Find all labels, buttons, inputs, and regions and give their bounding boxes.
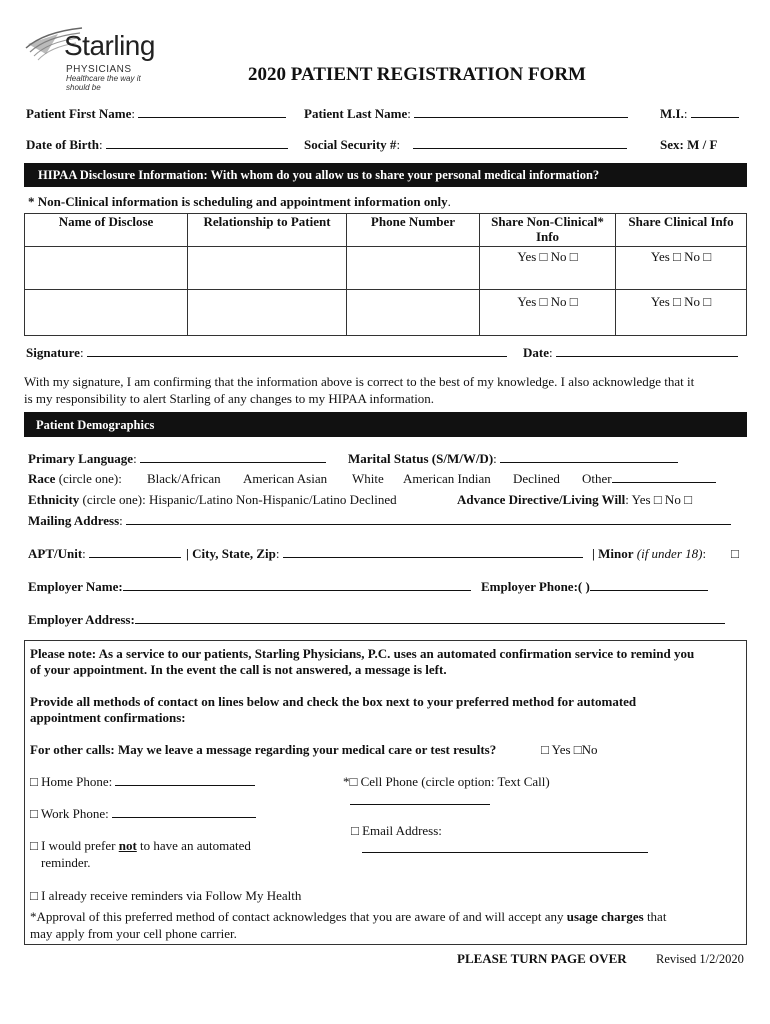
race-option-declined[interactable]: Declined xyxy=(513,471,560,486)
disclose-name-cell[interactable] xyxy=(25,290,188,336)
relationship-cell[interactable] xyxy=(188,247,347,290)
col-header-phone: Phone Number xyxy=(370,214,456,229)
approval-note: *Approval of this preferred method of contact acknowledges that you are aware of and will accept any usage charges that xyxy=(30,909,667,924)
mi-field[interactable]: M.I.: xyxy=(660,106,739,122)
col-header-nonclinical: Share Non-Clinical* Info xyxy=(491,214,604,244)
table-header-row xyxy=(25,214,747,247)
disclosure-table xyxy=(24,213,747,336)
cell-phone-line[interactable] xyxy=(350,793,490,809)
primary-language-label: Primary Language xyxy=(28,451,134,466)
email-line[interactable] xyxy=(362,841,648,857)
sex-label: Sex: M / F xyxy=(660,137,718,152)
race-option-other[interactable]: Other xyxy=(582,471,716,487)
city-state-zip-label: | City, State, Zip xyxy=(186,546,276,561)
dob-field[interactable]: Date of Birth: xyxy=(26,137,288,153)
turn-page-over: PLEASE TURN PAGE OVER xyxy=(457,951,627,966)
race-option-american-indian[interactable]: American Indian xyxy=(403,471,491,486)
confirm-text: With my signature, I am confirming that the information above is correct to the best of my knowledge. I also acknowledge that it xyxy=(24,374,695,389)
demographics-bar xyxy=(24,412,747,437)
hipaa-bar-text: HIPAA Disclosure Information: With whom do you allow us to share your personal medical information? xyxy=(38,168,600,182)
employer-name-label: Employer Name: xyxy=(28,579,123,594)
disclose-name-cell[interactable] xyxy=(25,247,188,290)
nonclinical-choice-cell[interactable]: Yes □ No □ xyxy=(480,247,616,290)
logo-subtitle: PHYSICIANS xyxy=(66,64,132,75)
signature-label: Signature xyxy=(26,345,80,360)
note-paragraph-2: Provide all methods of contact on lines below and check the box next to your preferred method for automated xyxy=(30,694,637,709)
minor-checkbox[interactable]: □ xyxy=(731,546,739,561)
note-paragraph-1: Please note: As a service to our patients, Starling Physicians, P.C. uses an automated confirmation service to remind you xyxy=(30,646,695,661)
marital-status-label: Marital Status (S/M/W/D) xyxy=(348,451,494,466)
mi-label: M.I. xyxy=(660,106,684,121)
hipaa-bar xyxy=(24,163,747,187)
home-phone-field[interactable]: □ Home Phone: xyxy=(30,774,255,790)
race-row: Race (circle one): xyxy=(28,471,122,486)
signature-date-field[interactable]: Date: xyxy=(523,345,738,361)
apt-unit-field[interactable]: APT/Unit: xyxy=(28,546,181,562)
opt-out-reminder-cont: reminder. xyxy=(41,855,91,870)
col-header-relationship: Relationship to Patient xyxy=(203,214,331,229)
approval-note-cont: may apply from your cell phone carrier. xyxy=(30,926,237,941)
minor-field[interactable]: | Minor (if under 18): xyxy=(592,546,707,561)
mailing-address-field[interactable]: Mailing Address: xyxy=(28,513,731,529)
city-state-zip-field[interactable]: | City, State, Zip: xyxy=(186,546,583,562)
employer-phone-field[interactable] xyxy=(481,579,708,595)
demographics-bar-text: Patient Demographics xyxy=(36,418,155,432)
marital-status-field[interactable]: Marital Status (S/M/W/D): xyxy=(348,451,678,467)
sex-field[interactable] xyxy=(660,137,717,153)
ethnicity-label: Ethnicity xyxy=(28,492,80,507)
dob-label: Date of Birth xyxy=(26,137,99,152)
race-option-white[interactable]: White xyxy=(352,471,384,486)
phone-cell[interactable] xyxy=(347,290,480,336)
advance-directive-label: Advance Directive/Living Will xyxy=(457,492,626,507)
nonclinical-note: * Non-Clinical information is scheduling and appointment information only. xyxy=(28,194,451,209)
last-name-label: Patient Last Name xyxy=(304,106,408,121)
ssn-field[interactable]: Social Security #: xyxy=(304,137,627,153)
table-row xyxy=(25,247,747,290)
confirm-text-cont: is my responsibility to alert Starling of any changes to my HIPAA information. xyxy=(24,391,435,406)
col-header-clinical: Share Clinical Info xyxy=(628,214,734,229)
advance-directive-field[interactable]: Advance Directive/Living Will: Yes □ No □ xyxy=(457,492,692,507)
other-calls-options[interactable]: □ Yes □No xyxy=(541,742,598,757)
apt-unit-label: APT/Unit xyxy=(28,546,83,561)
revised-date: Revised 1/2/2020 xyxy=(656,952,744,966)
note-paragraph-1-cont: of your appointment. In the event the call is not answered, a message is left. xyxy=(30,662,447,677)
work-phone-field[interactable]: □ Work Phone: xyxy=(30,806,256,822)
clinical-choice-cell[interactable]: Yes □ No □ xyxy=(616,290,747,336)
primary-language-field[interactable]: Primary Language: xyxy=(28,451,326,467)
logo-wordmark: Starling xyxy=(64,30,155,61)
ssn-label: Social Security # xyxy=(304,137,397,152)
phone-cell[interactable] xyxy=(347,247,480,290)
race-option-asian[interactable]: American Asian xyxy=(243,471,328,486)
first-name-label: Patient First Name xyxy=(26,106,132,121)
follow-my-health-option[interactable]: □ I already receive reminders via Follow My Health xyxy=(30,888,302,903)
clinical-choice-cell[interactable]: Yes □ No □ xyxy=(616,247,747,290)
nonclinical-choice-cell[interactable]: Yes □ No □ xyxy=(480,290,616,336)
cell-phone-field[interactable]: *□ Cell Phone (circle option: Text Call) xyxy=(343,774,550,789)
email-field[interactable]: □ Email Address: xyxy=(351,823,442,838)
starling-logo xyxy=(24,24,164,92)
race-label: Race xyxy=(28,471,56,486)
col-header-name: Name of Disclose xyxy=(58,214,154,229)
signature-field[interactable]: Signature: xyxy=(26,345,507,361)
employer-name-field[interactable] xyxy=(28,579,471,595)
signature-date-label: Date xyxy=(523,345,549,360)
employer-address-label: Employer Address: xyxy=(28,612,135,627)
note-paragraph-2-cont: appointment confirmations: xyxy=(30,710,186,725)
employer-address-field[interactable] xyxy=(28,612,725,628)
other-calls-question: For other calls: May we leave a message regarding your medical care or test results? xyxy=(30,742,497,757)
table-row xyxy=(25,290,747,336)
race-option-black[interactable]: Black/African xyxy=(147,471,221,486)
first-name-field[interactable]: Patient First Name: xyxy=(26,106,286,122)
form-title: 2020 PATIENT REGISTRATION FORM xyxy=(248,64,586,85)
ethnicity-row[interactable]: Ethnicity (circle one): Hispanic/Latino Non-Hispanic/Latino Declined xyxy=(28,492,397,507)
employer-phone-label: Employer Phone:( ) xyxy=(481,579,590,594)
mailing-address-label: Mailing Address xyxy=(28,513,120,528)
minor-label: | Minor xyxy=(592,546,634,561)
logo-tagline: Healthcare the way it should be xyxy=(66,74,141,92)
opt-out-reminder[interactable]: □ I would prefer not to have an automated xyxy=(30,838,251,853)
relationship-cell[interactable] xyxy=(188,290,347,336)
last-name-field[interactable]: Patient Last Name: xyxy=(304,106,628,122)
